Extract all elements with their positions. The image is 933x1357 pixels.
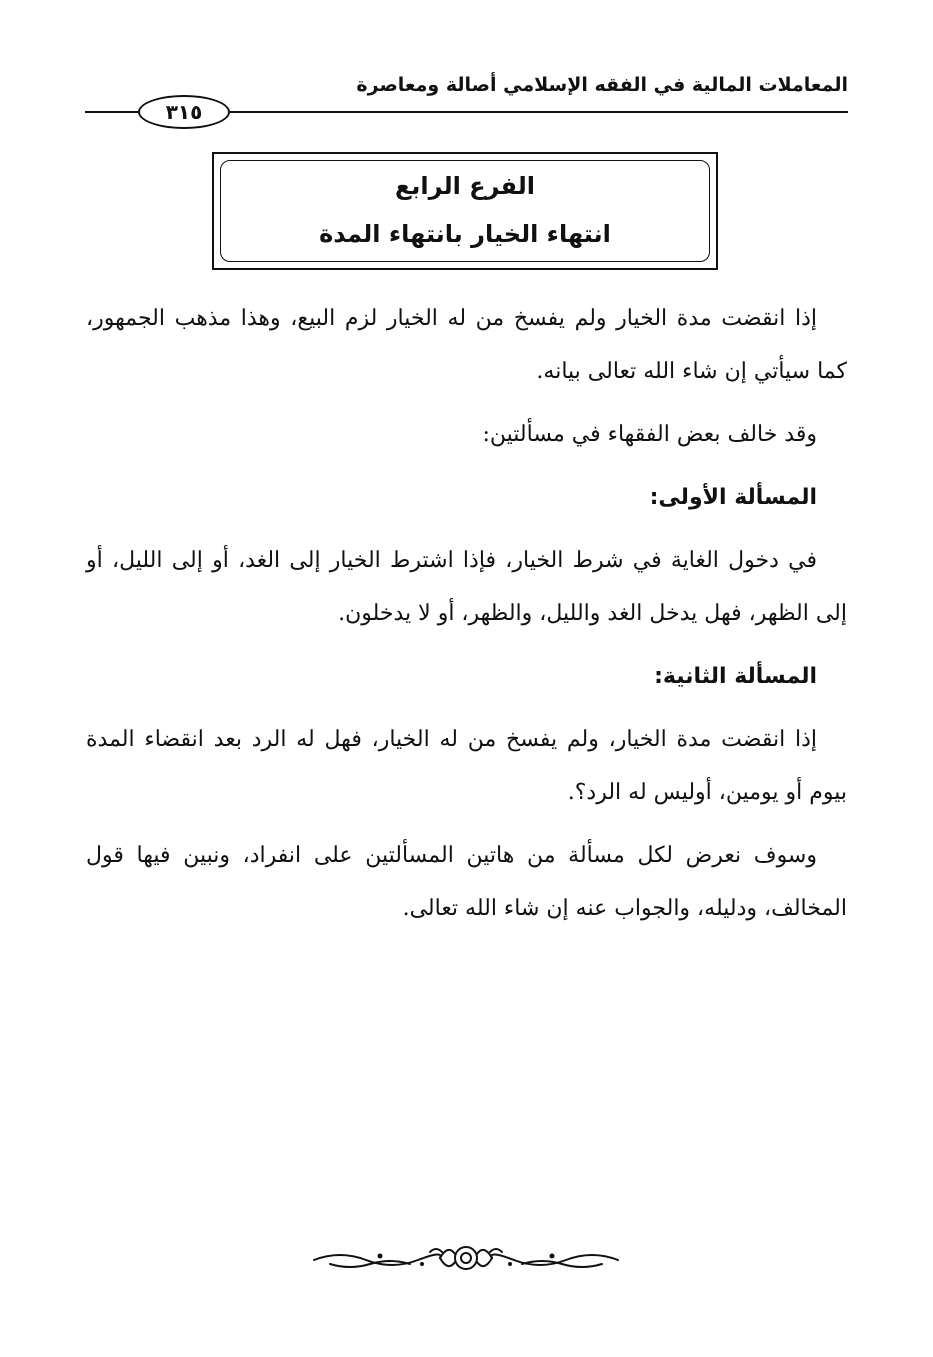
body-text xyxy=(86,292,847,935)
section-subtitle: انتهاء الخيار بانتهاء المدة xyxy=(319,220,611,248)
section-title-frame xyxy=(212,152,718,270)
ornament-divider-icon xyxy=(310,1238,622,1278)
heading-second-issue: المسألة الثانية: xyxy=(654,664,817,689)
paragraph-5: وسوف نعرض لكل مسألة من هاتين المسألتين على انفراد، ونبين فيها قول المخالف، ودليله، والجواب عنه إن شاء الله تعالى. xyxy=(86,843,847,921)
paragraph-3: في دخول الغاية في شرط الخيار، فإذا اشترط الخيار إلى الغد، أو إلى الليل، أو إلى الظهر، فهل يدخل الغد والليل، والظهر، أو لا يدخلون. xyxy=(86,548,847,626)
page-number: ٣١٥ xyxy=(138,95,230,129)
heading-first-issue: المسألة الأولى: xyxy=(649,485,817,510)
paragraph-4: إذا انقضت مدة الخيار، ولم يفسخ من له الخيار، فهل له الرد بعد انقضاء المدة بيوم أو يومين، أوليس له الرد؟. xyxy=(86,727,847,805)
section-title: الفرع الرابع xyxy=(395,172,535,200)
paragraph-1: إذا انقضت مدة الخيار ولم يفسخ من له الخيار لزم البيع، وهذا مذهب الجمهور، كما سيأتي إن شاء الله تعالى بيانه. xyxy=(86,306,847,384)
paragraph-2: وقد خالف بعض الفقهاء في مسألتين: xyxy=(482,422,817,447)
running-header: المعاملات المالية في الفقه الإسلامي أصالة ومعاصرة xyxy=(356,74,848,96)
